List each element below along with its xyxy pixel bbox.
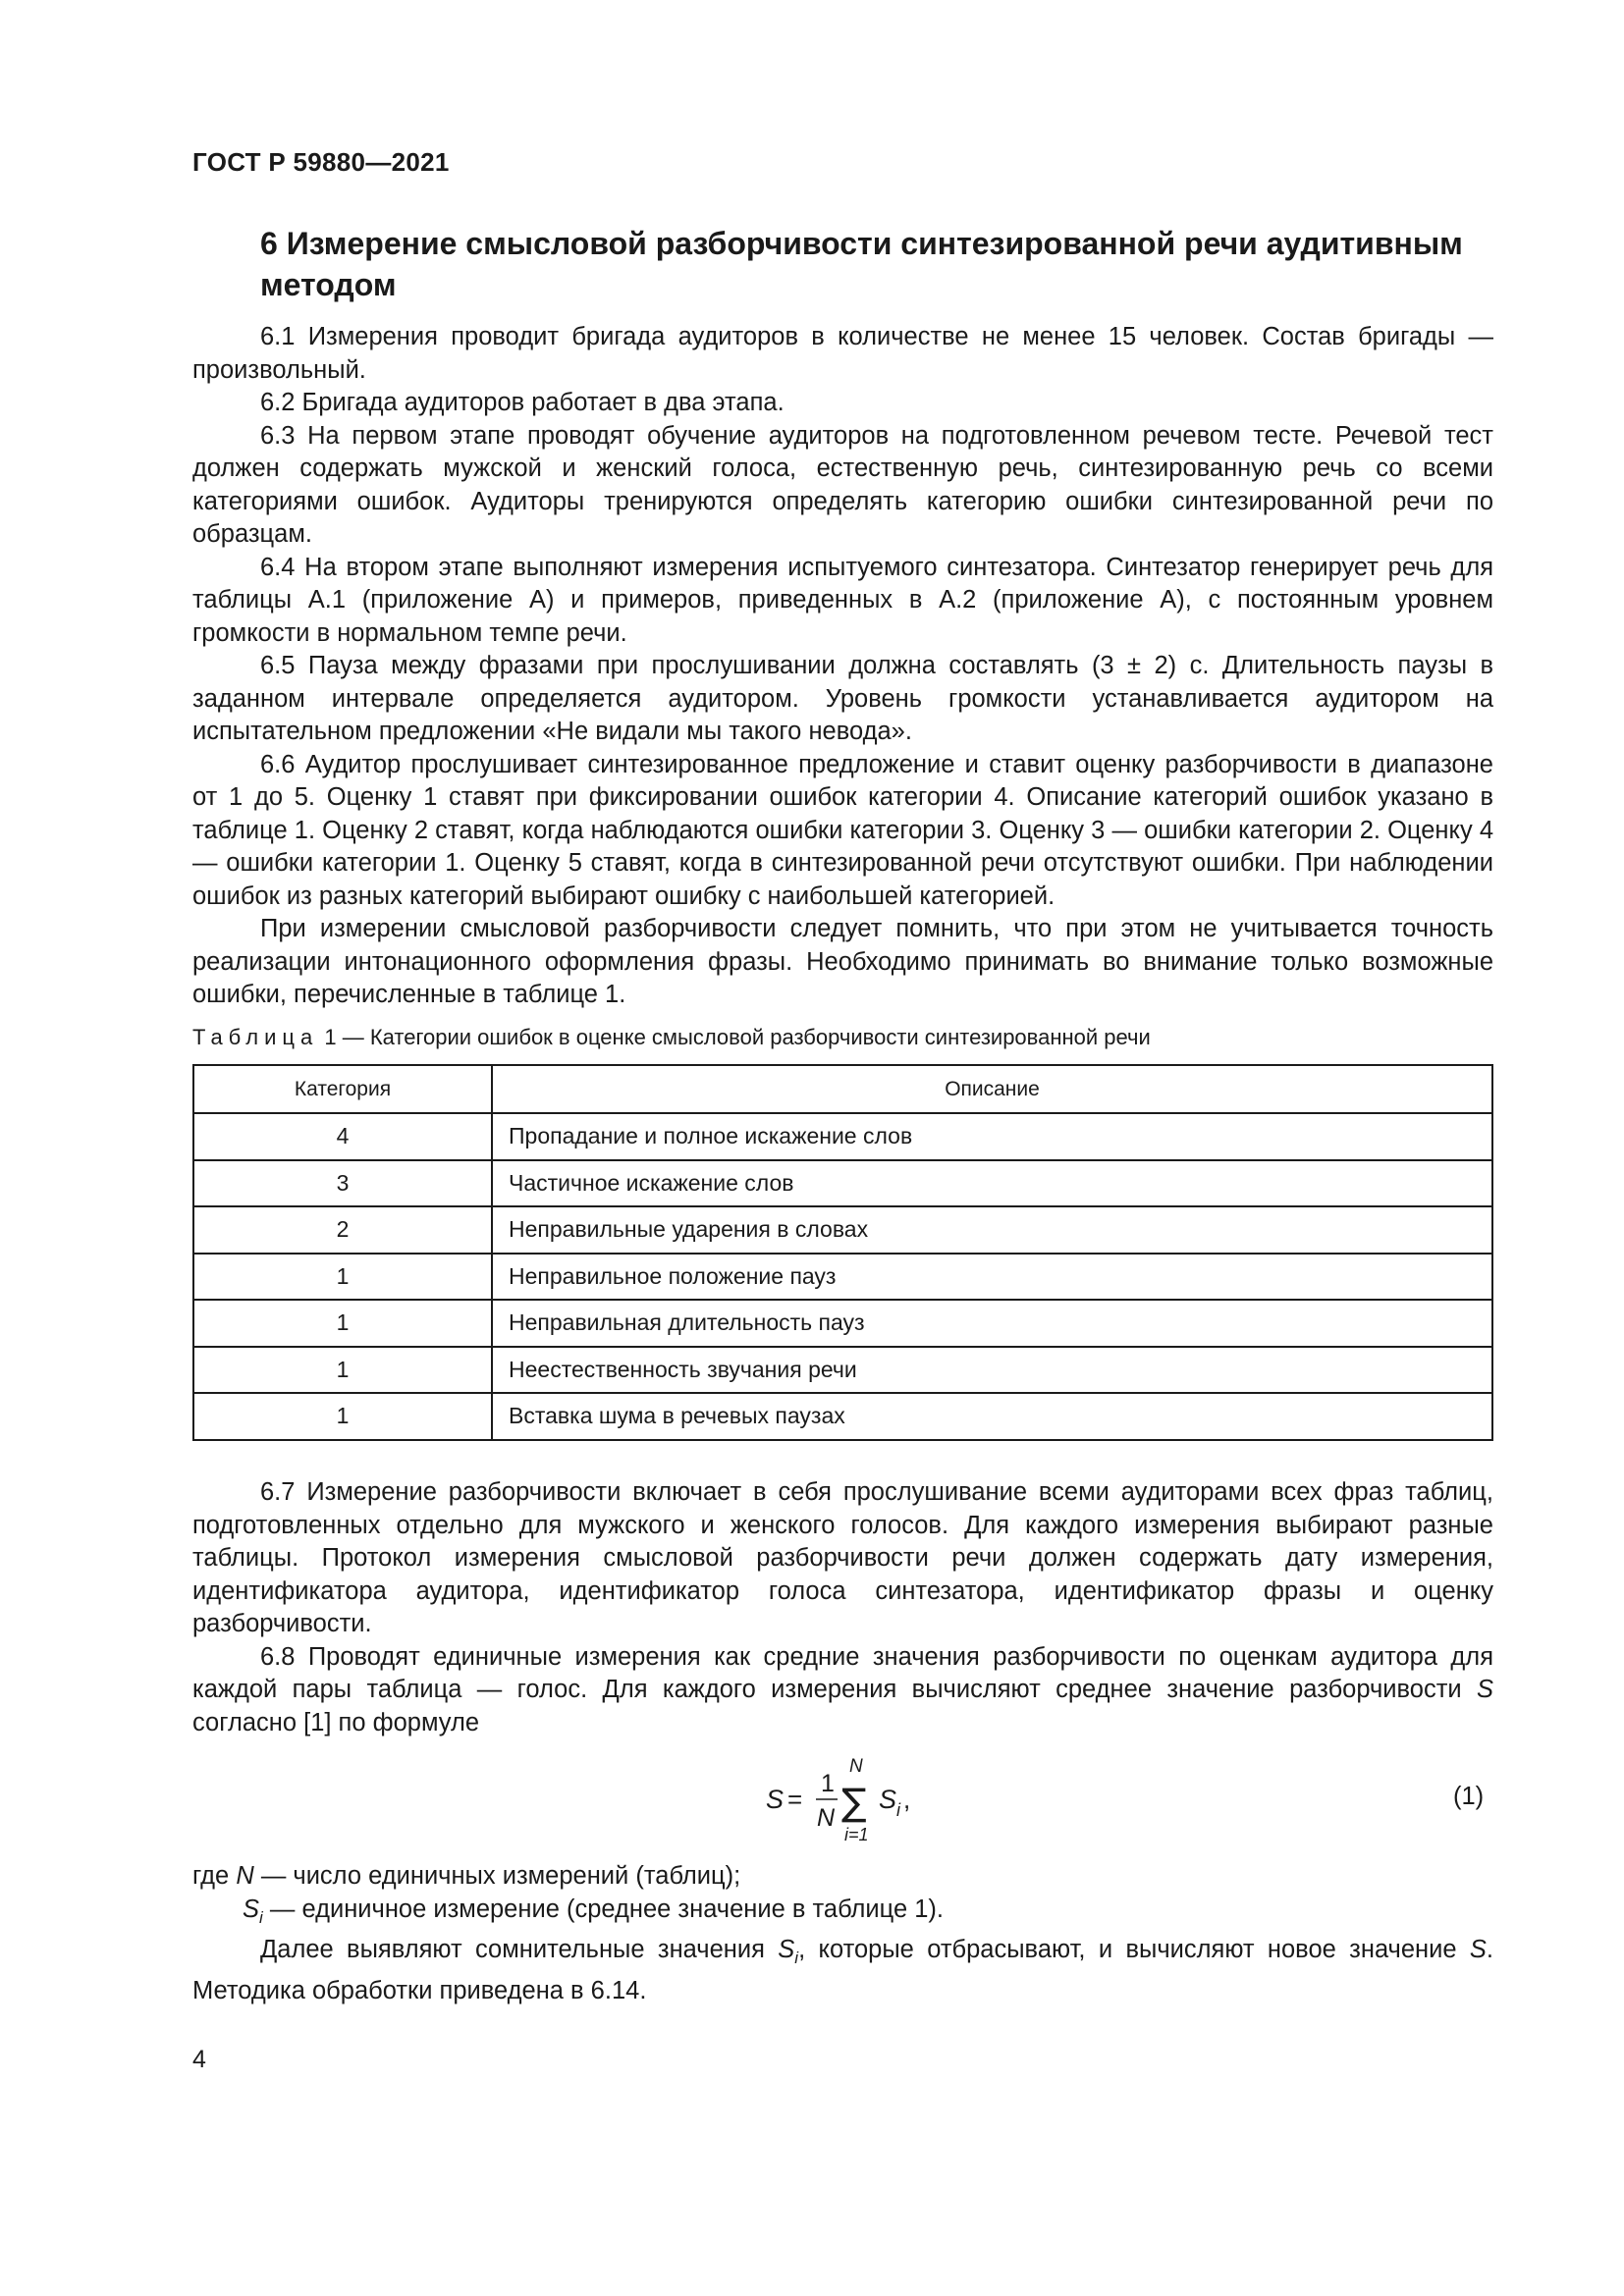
header-description: Описание [492,1065,1492,1113]
section-title: 6 Измерение смысловой разборчивости синтезированной речи аудитивным методом [260,226,1463,302]
table-caption-label: Таблица [192,1025,319,1049]
cell-category: 1 [193,1254,492,1301]
where-n [192,1860,1493,1894]
final-text-c: . Методика обработки приведена в 6.14. [192,1936,1494,2004]
cell-description: Неправильная длительность пауз [492,1300,1492,1347]
header-category: Категория [193,1065,492,1113]
paragraph-6-6: 6.6 Аудитор прослушивает синтезированное предложение и ставит оценку разборчивости в диапазоне от 1 до 5. Оценку 1 ставят при фиксировании ошибок категории 4. Описание категорий ошибок указано в таблице 1. Оценку 2 ставят, когда наблюдаются ошибки категории 3. Оценку 3 — ошибки категории 2. Оценку 4 — ошибки категории 1. Оценку 5 ставят, когда в синтезированной речи отсутствуют ошибки. При наблюдении ошибок из разных категорий выбирают ошибку с наибольшей категорией. [192,750,1493,910]
paragraph-6-4: 6.4 На втором этапе выполняют измерения испытуемого синтезатора. Синтезатор генерирует речь для таблицы А.1 (приложение А) и примеров, приведенных в А.2 (приложение А), с постоянным уровнем громкости в нормальном темпе речи. [192,553,1493,647]
variable-subscript: i [794,1949,799,1968]
formula-equals: = [787,1785,803,1814]
paragraphs-bottom [192,1476,1493,1739]
table-row [193,1300,1492,1347]
where-clause [192,1860,1493,2007]
table-row [193,1206,1492,1254]
cell-category: 1 [193,1347,492,1394]
formula-numerator: 1 [821,1770,835,1797]
formula-mean-intelligibility [766,1752,982,1850]
formula-sum-lower: i=1 [844,1825,869,1844]
cell-description: Пропадание и полное искажение слов [492,1113,1492,1160]
cell-category: 1 [193,1300,492,1347]
cell-description: Неестественность звучания речи [492,1347,1492,1394]
table-row [193,1113,1492,1160]
formula-number: (1) [1453,1783,1485,1810]
final-text-b: , которые отбрасывают, и вычисляют новое значение [798,1936,1470,1964]
formula-denominator: N [817,1804,836,1832]
variable-s: S [243,1895,260,1923]
error-categories-table [192,1064,1493,1441]
cell-description: Вставка шума в речевых паузах [492,1393,1492,1440]
variable-subscript: i [259,1907,263,1927]
table-row [193,1160,1492,1207]
formula-term-sub: i [896,1800,900,1820]
cell-category: 1 [193,1393,492,1440]
formula-sum-upper: N [849,1756,863,1777]
final-text-a: Далее выявляют сомнительные значения [260,1936,779,1964]
cell-description: Неправильные ударения в словах [492,1206,1492,1254]
where-prefix: где [192,1862,237,1890]
where-si [192,1894,1493,1935]
paragraph-6-7: 6.7 Измерение разборчивости включает в себя прослушивание всеми аудиторами всех фраз таблиц, подготовленных отдельно для мужского и женского голосов. Для каждого измерения выбирают разные таблицы. Протокол измерения смысловой разборчивости речи должен содержать дату измерения, идентификатора аудитора, идентификатор голоса синтезатора, идентификатор фразы и оценку разборчивости. [192,1478,1493,1637]
page-number: 4 [192,2046,206,2073]
cell-description: Частичное искажение слов [492,1160,1492,1207]
table-row [193,1254,1492,1301]
formula-sum-icon: ∑ [841,1781,867,1824]
table-row [193,1393,1492,1440]
variable-s: S [1476,1676,1493,1703]
standard-header: ГОСТ Р 59880—2021 [192,147,450,177]
paragraph-note: При измерении смысловой разборчивости следует помнить, что при этом не учитывается точность реализации интонационного оформления фразы. Необходимо принимать во внимание только возможные ошибки, перечисленные в таблице 1. [192,915,1493,1008]
cell-category: 3 [193,1160,492,1207]
paragraph-6-8-text-a: 6.8 Проводят единичные измерения как средние значения разборчивости по оценкам аудитора для каждой пары таблица — голос. Для каждого измерения вычисляют среднее значение разборчивости [192,1642,1493,1703]
where-n-text: — число единичных измерений (таблиц); [253,1862,741,1890]
paragraph-6-3: 6.3 На первом этапе проводят обучение аудиторов на подготовленном речевом тесте. Речевой тест должен содержать мужской и женский голоса, естественную речь, синтезированную речь со всеми категориями ошибок. Аудиторы тренируются определять категорию ошибки синтезированной речи по образцам. [192,421,1493,548]
variable-s: S [778,1936,795,1964]
table-caption [192,1024,1151,1051]
formula-lhs: S [766,1785,785,1814]
table-row [193,1347,1492,1394]
table-header-row [193,1065,1492,1113]
formula-comma: , [903,1785,911,1814]
paragraph-6-2: 6.2 Бригада аудиторов работает в два этапа. [260,389,785,416]
paragraph-6-1: 6.1 Измерения проводит бригада аудиторов в количестве не менее 15 человек. Состав бригады — произвольный. [192,323,1493,384]
variable-s: S [1469,1936,1487,1964]
table-caption-text: 1 — Категории ошибок в оценке смысловой разборчивости синтезированной речи [318,1025,1151,1049]
cell-category: 4 [193,1113,492,1160]
paragraph-final [192,1934,1493,2007]
cell-category: 2 [193,1206,492,1254]
where-si-text: — единичное измерение (среднее значение в таблице 1). [262,1895,945,1923]
paragraph-6-5: 6.5 Пауза между фразами при прослушивании должна составлять (3 ± 2) с. Длительность паузы в заданном интервале определяется аудитором. Уровень громкости устанавливается аудитором на испытательном предложении «Не видали мы такого невода». [192,652,1493,745]
paragraph-6-8 [192,1641,1493,1740]
variable-n: N [236,1862,254,1890]
paragraph-6-8-text-b: согласно [1] по формуле [192,1708,480,1736]
cell-description: Неправильное положение пауз [492,1254,1492,1301]
paragraphs-top [192,321,1493,1012]
formula-term: S [879,1785,897,1814]
